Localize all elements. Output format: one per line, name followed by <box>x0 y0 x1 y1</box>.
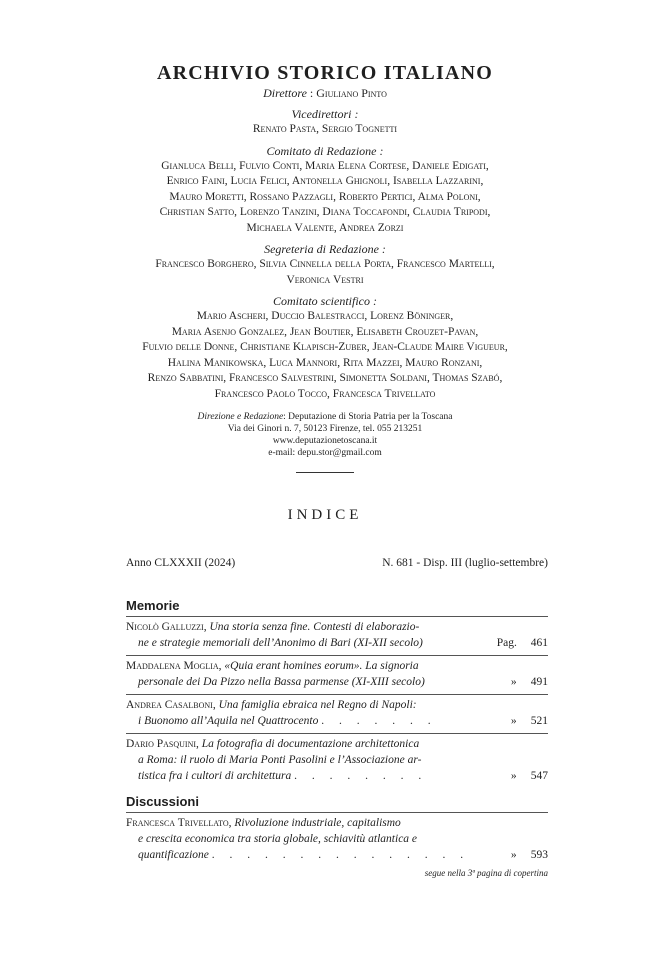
toc-leader-dots: . . . . . . . . <box>294 770 428 782</box>
director-label: Direttore <box>263 86 307 100</box>
toc-title-cont: i Buonomo all’Aquila nel Quattrocento <box>138 715 319 727</box>
scientific-committee-names <box>0 309 650 402</box>
secretariat-names <box>0 257 650 288</box>
masthead <box>0 60 650 473</box>
editorial-committee-label: Comitato di Redazione : <box>266 143 384 158</box>
toc-entry[interactable] <box>126 733 548 788</box>
address-org: : Deputazione di Storia Patria per la Toscana <box>283 412 453 422</box>
toc-entry[interactable] <box>126 694 548 733</box>
toc-author: Nicolò Galluzzi <box>126 621 204 633</box>
toc-page-number: 593 <box>530 849 548 861</box>
index-title: INDICE <box>287 507 363 523</box>
vice-directors-names: Renato Pasta, Sergio Tognetti <box>252 123 398 135</box>
toc-title-cont-line <box>126 768 548 784</box>
continuation-note: segue nella 3ª pagina di copertina <box>424 868 548 878</box>
toc-author: Dario Pasquini <box>126 738 197 750</box>
toc-entry[interactable] <box>126 655 548 694</box>
director-separator: : <box>306 86 317 100</box>
toc-page-prefix: » <box>510 770 517 782</box>
toc-title-cont: a Roma: il ruolo di Maria Ponti Pasolini e l’Associazione ar- <box>138 754 422 766</box>
scientific-committee-line: Renzo Sabbatini, Francesco Salvestrini, Simonetta Soldani, Thomas Szabó, <box>147 372 503 384</box>
scientific-committee-line: Mario Ascheri, Duccio Balestracci, Lorenz Böninger, <box>196 310 454 322</box>
editorial-committee-line: Gianluca Belli, Fulvio Conti, Maria Elena Cortese, Daniele Edigati, <box>161 159 489 172</box>
secretariat-line: Francesco Borghero, Silvia Cinnella della Porta, Francesco Martelli, <box>155 258 495 270</box>
toc-page-prefix: » <box>510 715 517 727</box>
section-discussioni: Discussioni <box>126 794 199 809</box>
toc-title: «Quia erant homines eorum». La signoria <box>224 660 419 672</box>
address-org-line <box>0 411 650 423</box>
toc-author: Maddalena Moglia <box>126 660 219 672</box>
toc-entry[interactable] <box>126 616 548 655</box>
toc-entry-line: Andrea Casalboni, Una famiglia ebraica nel Regno di Napoli: <box>126 699 417 711</box>
toc-title: Una storia senza fine. Contesti di elaborazio- <box>209 621 420 633</box>
toc-title-cont: tistica fra i cultori di architettura <box>138 770 292 782</box>
secretariat-label: Segreteria di Redazione : <box>264 242 386 256</box>
toc-title-cont-line <box>126 713 548 729</box>
vice-directors-label: Vicedirettori : <box>291 107 359 121</box>
toc-entry-line: Francesca Trivellato, Rivoluzione industriale, capitalismo <box>126 817 401 829</box>
divider <box>296 472 354 473</box>
toc-title: Una famiglia ebraica nel Regno di Napoli: <box>218 699 417 711</box>
director-name: Giuliano Pinto <box>316 86 387 100</box>
toc-page-number: 547 <box>530 770 548 782</box>
secretariat-line: Veronica Vestri <box>286 273 364 286</box>
scientific-committee-label: Comitato scientifico : <box>273 294 377 308</box>
toc-title-cont-line <box>126 847 548 863</box>
toc-title-cont: quantificazione <box>138 849 209 861</box>
editorial-committee-line: Mauro Moretti, Rossano Pazzagli, Roberto Pertici, Alma Poloni, <box>169 190 481 203</box>
scientific-committee-line: Maria Asenjo Gonzalez, Jean Boutier, Elisabeth Crouzet-Pavan, <box>171 325 479 338</box>
director-line <box>0 86 650 101</box>
toc-page-ref <box>497 713 548 729</box>
issue-year: Anno CLXXXII (2024) <box>126 557 236 569</box>
editorial-committee-names <box>0 159 650 237</box>
scientific-committee-line: Fulvio delle Donne, Christiane Klapisch-Zuber, Jean-Claude Maire Vigueur, <box>142 341 508 353</box>
toc-entry-line: Maddalena Moglia, «Quia erant homines eorum». La signoria <box>126 660 419 672</box>
scientific-committee-line: Halina Manikowska, Luca Mannori, Rita Mazzei, Mauro Ronzani, <box>167 356 483 369</box>
toc-page-prefix: » <box>510 676 517 688</box>
email-link[interactable]: e-mail: depu.stor@gmail.com <box>268 448 382 458</box>
journal-title: ARCHIVIO STORICO ITALIANO <box>157 62 493 84</box>
toc-title-cont: ne e strategie memoriali dell’Anonimo di Bari (XI-XII secolo) <box>138 637 423 649</box>
toc-page-ref <box>497 674 548 690</box>
address-label: Direzione e Redazione <box>197 412 284 422</box>
website-link[interactable]: www.deputazionetoscana.it <box>272 436 378 446</box>
toc-title-cont: e crescita economica tra storia globale, schiavitù atlantica e <box>138 833 418 845</box>
toc-page-prefix: Pag. <box>496 637 517 649</box>
toc-page-number: 521 <box>530 715 548 727</box>
toc-entry[interactable] <box>126 812 548 867</box>
section-memorie: Memorie <box>126 598 180 613</box>
toc-title-cont: personale dei Da Pizzo nella Bassa parmense (XI-XIII secolo) <box>138 676 425 688</box>
toc-page-ref <box>497 847 548 863</box>
scientific-committee-line: Francesco Paolo Tocco, Francesca Trivellato <box>214 387 436 400</box>
editorial-committee-line: Enrico Faini, Lucia Felici, Antonella Ghignoli, Isabella Lazzarini, <box>166 175 484 187</box>
address-street: Via dei Ginori n. 7, 50123 Firenze, tel. 055 213251 <box>227 424 423 434</box>
editorial-committee-line: Christian Satto, Lorenzo Tanzini, Diana Toccafondi, Claudia Tripodi, <box>159 206 491 218</box>
toc-entry-line: Dario Pasquini, La fotografia di documentazione architettonica <box>126 738 420 750</box>
toc-author: Francesca Trivellato <box>126 817 229 829</box>
editorial-committee-line: Michaela Valente, Andrea Zorzi <box>246 221 404 234</box>
toc-title: La fotografia di documentazione architettonica <box>201 738 420 750</box>
table-of-contents <box>126 596 548 867</box>
toc-title: Rivoluzione industriale, capitalismo <box>234 817 401 829</box>
toc-page-number: 491 <box>530 676 548 688</box>
issue-line <box>126 557 548 569</box>
toc-leader-dots: . . . . . . . . . . . . . . . <box>211 849 470 861</box>
toc-page-number: 461 <box>530 637 548 649</box>
toc-leader-dots: . . . . . . . <box>321 715 437 727</box>
toc-page-prefix: » <box>510 849 517 861</box>
toc-author: Andrea Casalboni <box>126 699 213 711</box>
toc-page-ref <box>497 768 548 784</box>
editorial-address <box>0 411 650 459</box>
issue-number: N. 681 - Disp. III (luglio-settembre) <box>382 557 548 569</box>
toc-entry-line: Nicolò Galluzzi, Una storia senza fine. Contesti di elaborazio- <box>126 621 420 633</box>
toc-page-ref <box>497 635 548 651</box>
